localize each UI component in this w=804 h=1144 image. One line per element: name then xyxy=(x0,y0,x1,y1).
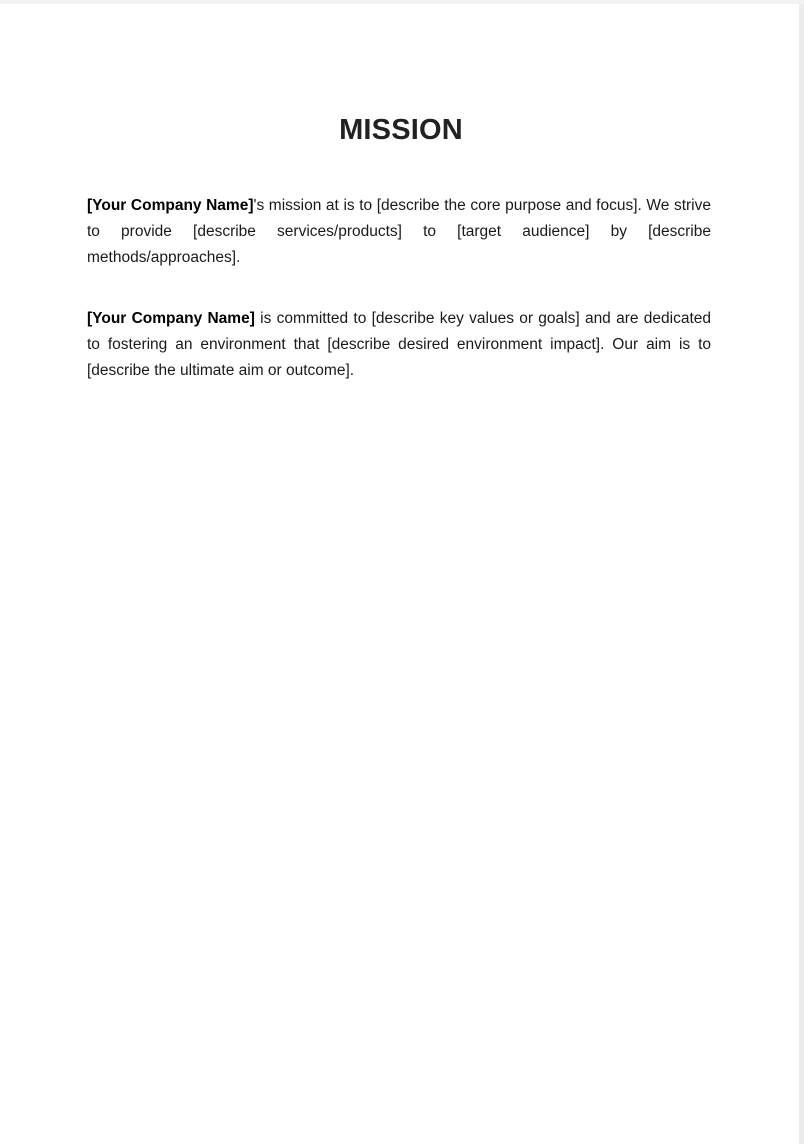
mission-paragraph-2 xyxy=(87,306,711,384)
paragraph-text: is committed to [describe key values or goals] and are dedicated to fostering an environment that [describe desired environment impact]. Our aim is to [describe the ultimate aim or outcome]. xyxy=(87,310,711,379)
mission-paragraph-1 xyxy=(87,193,711,271)
paragraph-text: 's mission at is to [describe the core purpose and focus]. We strive to provide [describe services/products] to [target audience] by [describe methods/approaches]. xyxy=(87,197,711,266)
document-page xyxy=(0,4,799,1144)
company-name-placeholder: [Your Company Name] xyxy=(87,197,254,214)
page-edge-shadow xyxy=(799,4,804,1144)
page-title: MISSION xyxy=(339,114,463,146)
company-name-placeholder: [Your Company Name] xyxy=(87,310,255,327)
